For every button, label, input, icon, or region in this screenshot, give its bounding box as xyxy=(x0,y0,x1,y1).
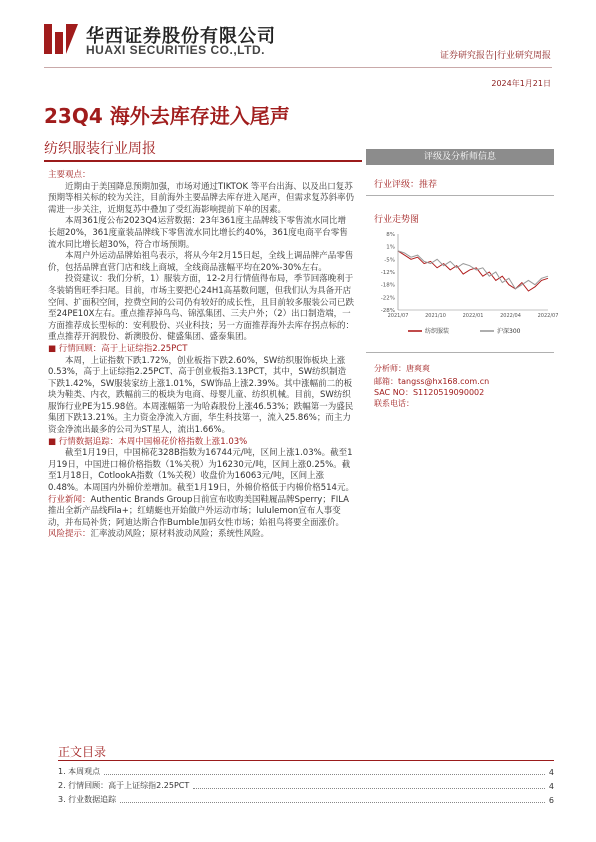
email-label: 邮箱： xyxy=(374,377,398,386)
legend-label: 纺织服装 xyxy=(425,328,450,335)
toc-item-page: 4 xyxy=(548,768,554,777)
analyst-sac xyxy=(374,387,484,398)
analyst-phone xyxy=(374,398,414,409)
y-tick-label: -18% xyxy=(380,282,395,289)
y-tick-label: 1% xyxy=(386,244,395,251)
paragraph xyxy=(48,529,354,541)
paragraph: 本周，上证指数下跌1.72%，创业板指下跌2.60%，SW纺织服饰板块上涨0.53%，高于上证综指2.25PCT、高于创业板指3.13PCT，其中，SW纺织制造下跌1.42%，SW服装家纺上涨1.01%，SW饰品上涨2.39%。其中涨幅前二的板块为鞋类、内衣，跌幅前三的板块为电商、母婴儿童、纺织机械。目前，SW纺织服饰行业PE为15.98倍。本周涨幅第一为哈森股份上涨46.53%；跌幅第一为盛民集团下跌13.21%。主力资金净流入方面，华生科技第一，流入25.86%；而主力资金净流出最多的公司为ST星人，流出1.66%。 xyxy=(48,355,354,436)
x-tick-label: 2022/04 xyxy=(500,313,521,319)
x-tick-label: 2022/01 xyxy=(462,313,484,319)
section-heading-text: 行情回顾：高于上证综指2.25PCT xyxy=(58,343,188,354)
paragraph xyxy=(48,495,354,530)
report-body xyxy=(48,170,354,541)
company-name-en: HUAXI SECURITIES CO.,LTD. xyxy=(86,43,265,57)
email-value[interactable]: tangss@hx168.com.cn xyxy=(398,377,490,386)
paragraph: 本周户外运动品牌始祖鸟表示，将从今年2月15日起，全线上调品牌产品零售价，包括品牌直营门店和线上商城，全线商品涨幅平均在20%-30%左右。 xyxy=(48,251,354,273)
paragraph: 投资建议：我们分析，1）服装方面，12-2月行情值得布局，季节回落晚利于冬装销售旺季扫尾。目前，市场主要把心24H1高基数问题，但我们认为具备开店空间、扩面积空间，控费空间的公司仍有较好的成长性，且目前较多服装公司已跌至24PE10X左右。重点推荐掉鸟鸟、锦泓集团、三夫户外；（2）出口制造端，一方面推荐成长型标的：安利股份、兴业科技；另一方面推荐海外去库存拐点标的：重点推荐开润股份、新澳股份、健盛集团、盛泰集团。 xyxy=(48,274,355,343)
legend-label: 沪深300 xyxy=(497,328,521,335)
news-text: Authentic Brands Group日前宣布收购美国鞋履品牌Sperry；FILA推出全新产品线Fila+；红蜻蜓也开始做户外运动市场；lululemon宣布人事变动，并布局补货；阿迪达斯合作Bumble加码女性市场；始祖鸟将要全面涨价。 xyxy=(48,494,349,528)
company-logo-icon xyxy=(44,22,78,56)
main-points-heading: 主要观点： xyxy=(48,170,91,180)
x-tick-label: 2021/07 xyxy=(387,313,409,319)
industry-rating xyxy=(374,177,437,190)
toc-title: 正文目录 xyxy=(58,745,107,759)
y-tick-label: -28% xyxy=(380,308,395,314)
analyst-label: 分析师： xyxy=(374,364,406,373)
analyst-name: 唐爽爽 xyxy=(406,364,430,373)
y-tick-label: -12% xyxy=(380,270,395,276)
industry-trend-chart xyxy=(370,228,559,340)
analyst xyxy=(374,363,430,374)
toc-item[interactable] xyxy=(58,779,554,791)
subtitle-divider xyxy=(44,160,362,162)
sidebar-header: 评级及分析师信息 xyxy=(366,149,554,165)
toc-item-label: 3. 行业数据追踪 xyxy=(58,795,117,804)
sidebar-divider xyxy=(366,195,554,196)
report-date: 2024年1月21日 xyxy=(491,79,551,88)
toc-item-page: 4 xyxy=(548,782,554,791)
sac-value: S1120519090002 xyxy=(412,388,485,397)
toc-item[interactable] xyxy=(58,793,554,805)
report-title: 23Q4 海外去库存进入尾声 xyxy=(44,104,290,128)
sac-label: SAC NO： xyxy=(374,388,413,397)
header-divider xyxy=(44,67,552,68)
phone-label: 联系电话： xyxy=(374,399,414,408)
rating-value: 推荐 xyxy=(419,180,438,190)
series-line xyxy=(398,251,548,291)
paragraph: 截至1月19日，中国棉花328B指数为16744元/吨，区间上涨1.03%。截至1月19日，中国进口棉价格指数（1%关税）为16230元/吨，区间上涨0.25%。截至1月18日，CotlookA指数（1%关税）收盘价为16063元/吨，区间上涨0.48%。本周国内外棉价差增加。截至1月19日，外棉价格低于内棉价格514元。 xyxy=(48,448,354,494)
toc-item[interactable] xyxy=(58,765,554,777)
x-tick-label: 2022/07 xyxy=(537,313,559,319)
paragraph: 本周361度公布2023Q4运营数据：23年361度主品牌线下零售流水同比增长超20%，361度童装品牌线下零售流水同比增长约40%，361度电商平台零售流水同比增长超30%，符合市场预期。 xyxy=(48,216,348,250)
document-type: 证券研究报告|行业研究周报 xyxy=(439,51,551,61)
section-heading-text: 行业新闻： xyxy=(48,494,91,505)
toc-divider xyxy=(58,760,554,761)
report-subtitle: 纺织服装行业周报 xyxy=(44,141,156,157)
toc-item-label: 1. 本周观点 xyxy=(58,767,101,776)
company-name-cn: 华西证券股份有限公司 xyxy=(86,26,276,47)
analyst-email xyxy=(374,376,489,387)
section-heading: ■ 行情数据追踪：本周中国棉花价格指数上涨1.03% xyxy=(48,436,248,447)
paragraph: 近期由于美国降息预期加强，市场对通过TIKTOK 等平台出海、以及出口复苏预期等相关标的较为关注，目前海外主要品牌去库存进入尾声，但需求复苏斜率仍需进一步关注，近期复苏中叠加了受红海影响提前下单的因素。 xyxy=(48,181,355,215)
section-heading: ■ 行情回顾：高于上证综指2.25PCT xyxy=(48,343,188,354)
toc-item-label: 2. 行情回顾：高于上证综指2.25PCT xyxy=(58,781,190,790)
y-tick-label: 8% xyxy=(386,232,395,238)
risk-text: 汇率波动风险；原材料波动风险；系统性风险。 xyxy=(90,529,270,540)
series-line xyxy=(398,251,548,289)
toc-item-page: 6 xyxy=(548,796,554,805)
trend-chart-label: 行业走势图 xyxy=(374,215,420,225)
y-tick-label: -22% xyxy=(380,295,395,302)
section-heading-text: 行情数据追踪：本周中国棉花价格指数上涨1.03% xyxy=(58,436,248,447)
y-tick-label: -5% xyxy=(384,257,395,264)
sidebar-divider xyxy=(366,352,554,353)
rating-label: 行业评级： xyxy=(374,180,420,190)
x-tick-label: 2021/10 xyxy=(425,313,446,319)
risk-heading: 风险提示： xyxy=(48,529,91,540)
